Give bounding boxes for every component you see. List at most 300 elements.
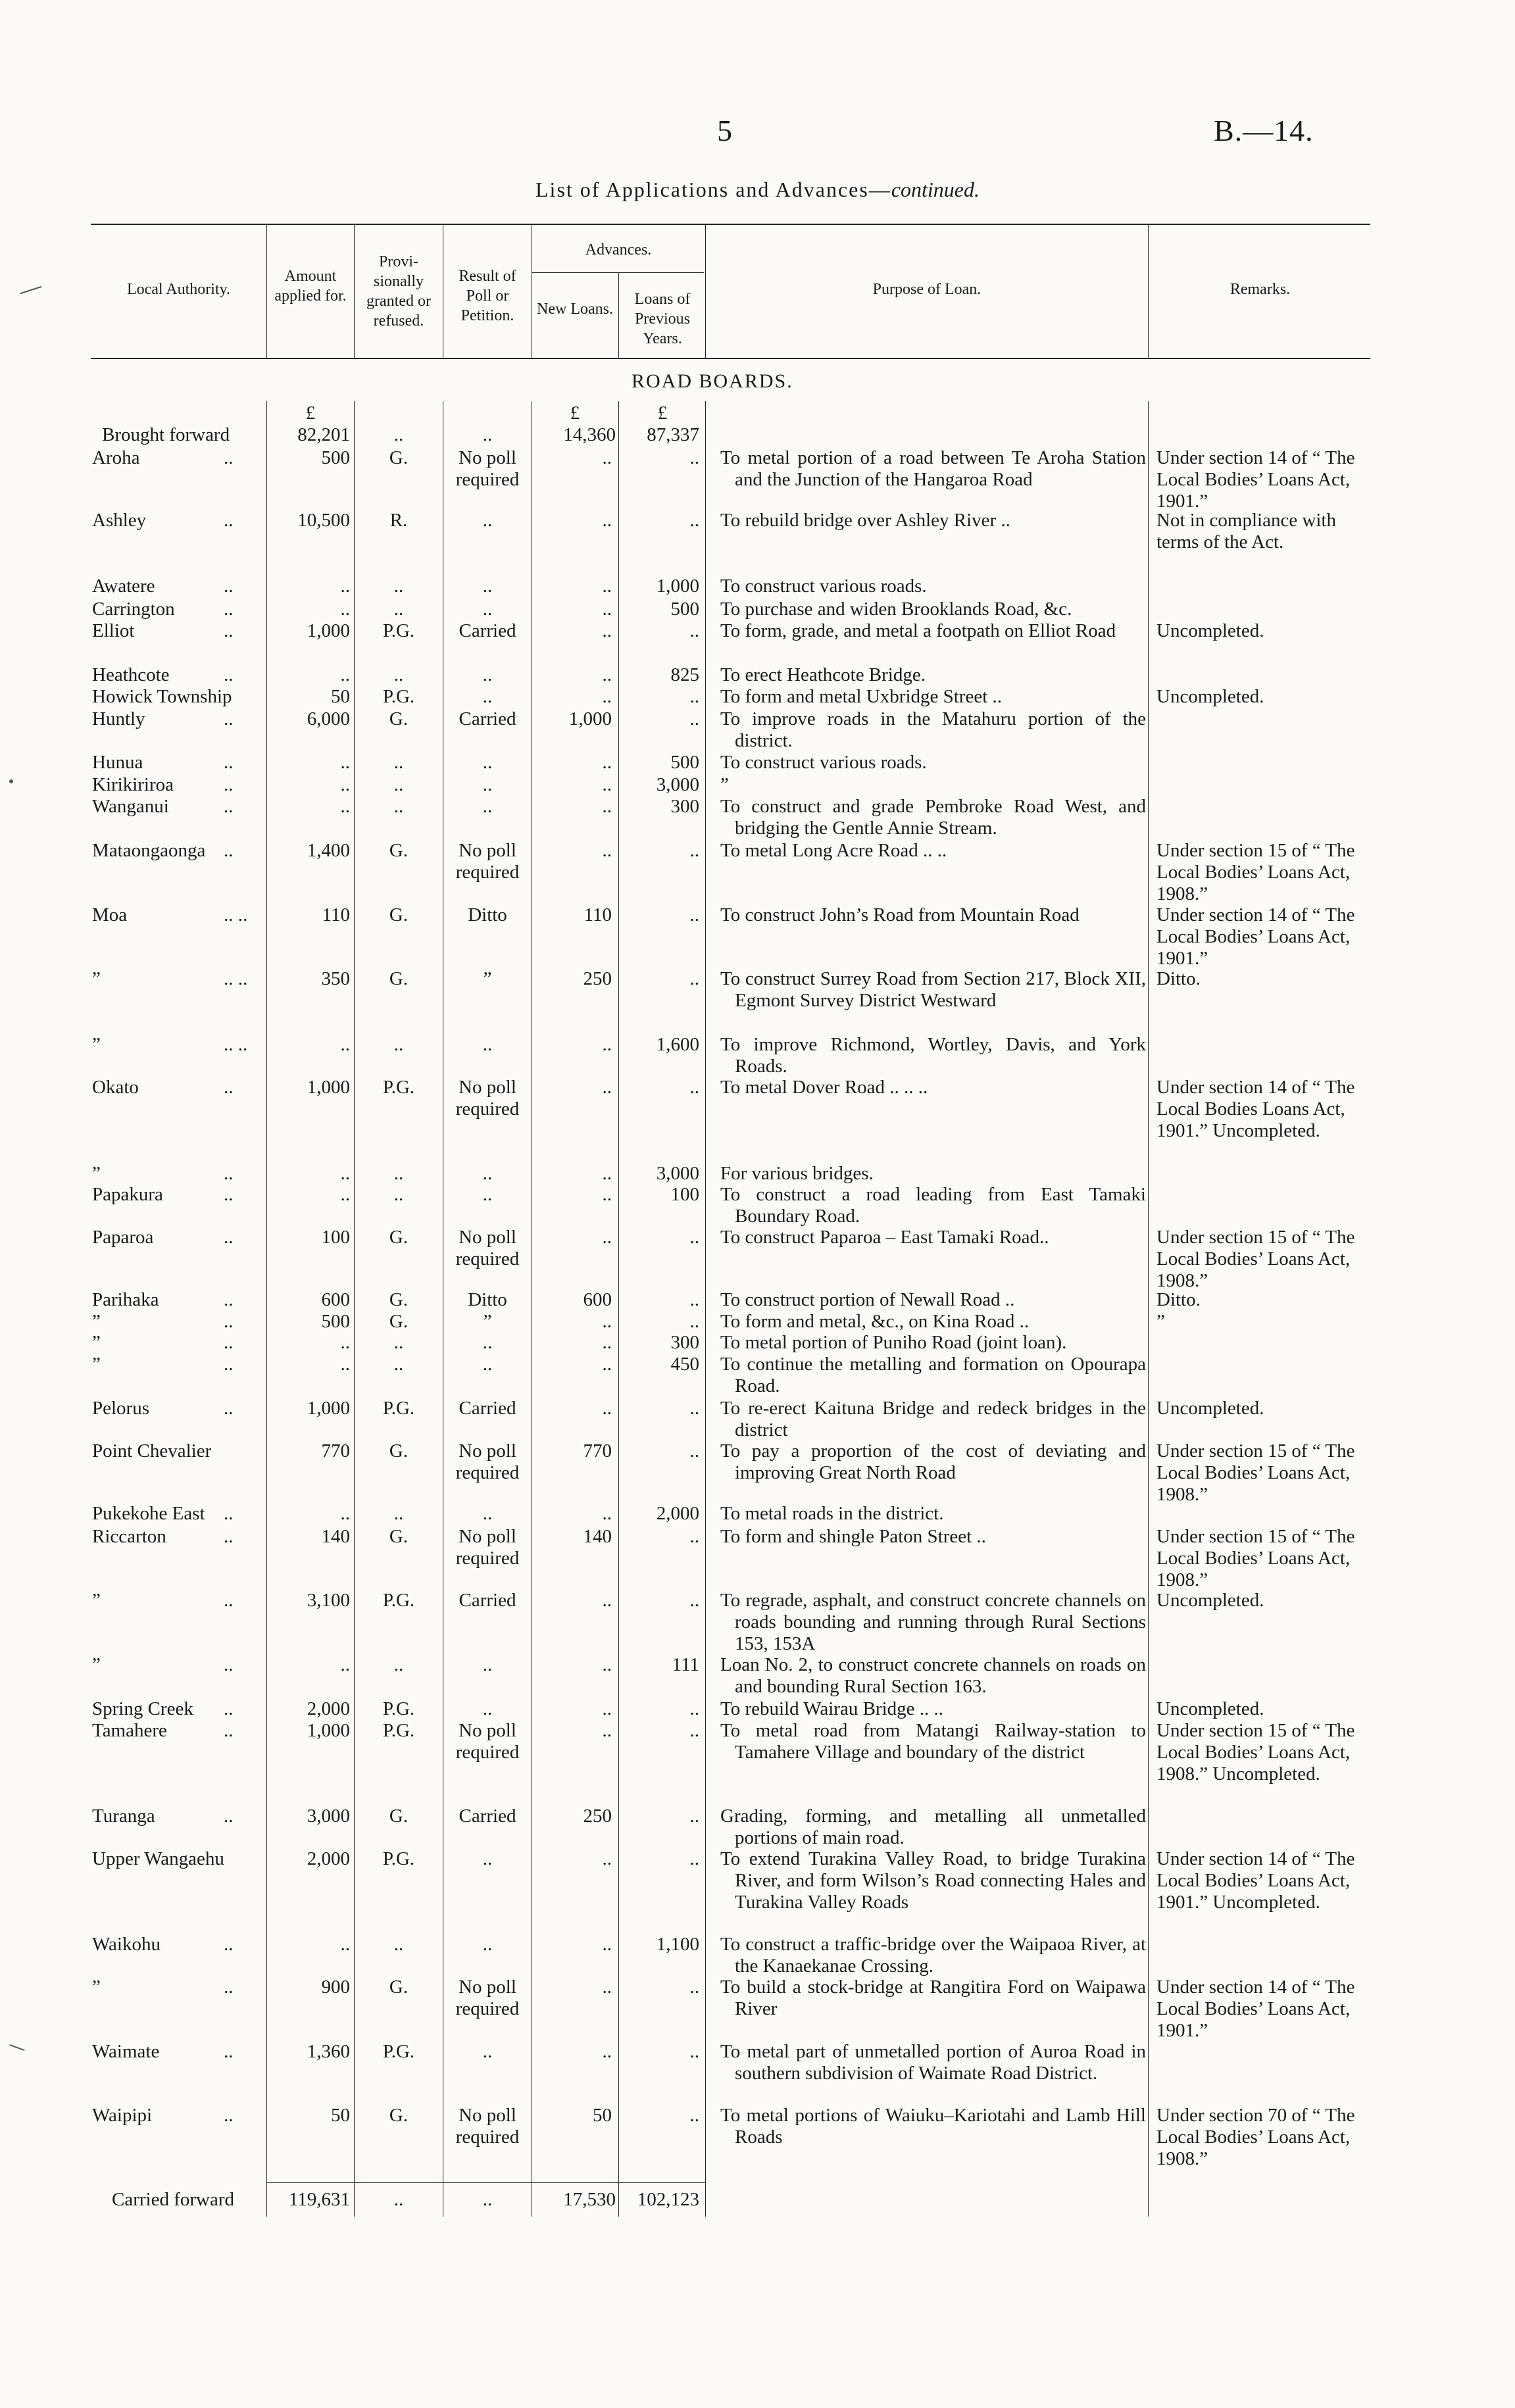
row-authority-dots: .. <box>224 1398 234 1419</box>
row-purpose: To metal roads in the district. <box>720 1503 944 1524</box>
row-authority: ” <box>92 1654 101 1675</box>
row-purpose: To construct a road leading from East Tamaki Boundary Road. <box>720 1184 1146 1227</box>
row-purpose: For various bridges. <box>720 1163 874 1184</box>
row-provisional: G. <box>389 968 409 989</box>
row-new-loans: .. <box>602 1354 612 1375</box>
row-previous-loans: .. <box>689 708 699 729</box>
row-purpose: To construct portion of Newall Road .. <box>720 1289 1015 1310</box>
row-authority: Waikohu <box>92 1934 161 1955</box>
row-amount: 350 <box>321 968 350 989</box>
row-amount: .. <box>340 796 350 817</box>
row-provisional: G. <box>389 1977 409 1998</box>
header-col-sep <box>266 225 267 358</box>
row-new-loans: .. <box>602 1934 612 1955</box>
brought-forward-amount: 82,201 <box>297 424 350 445</box>
row-provisional: .. <box>393 576 404 597</box>
row-authority-dots: .. <box>224 1184 234 1205</box>
row-remarks: Ditto. <box>1156 1289 1201 1310</box>
row-purpose: To construct and grade Pembroke Road West, and bridging the Gentle Annie Stream. <box>720 796 1146 839</box>
row-previous-loans: 825 <box>670 664 699 685</box>
row-previous-loans: 111 <box>672 1654 699 1675</box>
row-result: .. <box>482 664 493 685</box>
row-result: .. <box>482 1848 493 1869</box>
row-purpose: To metal portion of Puniho Road (joint loan). <box>720 1332 1067 1353</box>
body-col-sep <box>1148 401 1149 2217</box>
row-authority: ” <box>92 1977 101 1998</box>
row-previous-loans: .. <box>689 1440 699 1462</box>
row-purpose: To metal portion of a road between Te Aroha Station and the Junction of the Hangaroa Road <box>720 447 1146 490</box>
row-remarks: Under section 15 of “ The Local Bodies’ Loans Act, 1908.” Uncompleted. <box>1156 1720 1355 1784</box>
row-authority-dots: .. <box>224 2105 234 2126</box>
row-result: Carried <box>459 1590 516 1611</box>
row-authority: Waimate <box>92 2041 160 2062</box>
row-new-loans: .. <box>602 1590 612 1611</box>
row-authority: Pelorus <box>92 1398 149 1419</box>
row-purpose: To regrade, asphalt, and construct concrete channels on roads bounding and running through Rural Sections 153, 153A <box>720 1590 1146 1654</box>
row-result: No poll required <box>455 1720 520 1763</box>
row-previous-loans: .. <box>689 1227 699 1248</box>
page-title <box>0 178 1515 202</box>
row-amount: 140 <box>321 1526 350 1547</box>
row-provisional: .. <box>393 752 404 773</box>
margin-mark <box>9 779 13 783</box>
row-authority-dots: .. <box>224 796 234 817</box>
row-authority: Paparoa <box>92 1227 154 1248</box>
row-new-loans: 770 <box>583 1440 612 1462</box>
row-purpose: To build a stock-bridge at Rangitira Ford on Waipawa River <box>720 1977 1146 2019</box>
row-result: No poll required <box>455 1227 520 1269</box>
row-remarks: Uncompleted. <box>1156 620 1264 641</box>
row-provisional: .. <box>393 1503 404 1524</box>
row-amount: 110 <box>322 904 350 925</box>
row-result: No poll required <box>455 1077 520 1119</box>
row-authority: ” <box>92 1354 101 1375</box>
row-amount: 1,000 <box>307 1720 350 1741</box>
row-new-loans: 600 <box>583 1289 612 1310</box>
row-provisional: P.G. <box>382 1077 415 1098</box>
col-header-authority: Local Authority. <box>126 281 231 298</box>
row-authority: ” <box>92 1163 101 1184</box>
row-purpose: To metal Long Acre Road .. .. <box>720 840 947 861</box>
row-new-loans: .. <box>602 1503 612 1524</box>
row-amount: 100 <box>321 1227 350 1248</box>
row-new-loans: .. <box>602 1311 612 1332</box>
section-heading: ROAD BOARDS. <box>632 370 793 392</box>
row-authority-dots: .. <box>224 1354 234 1375</box>
row-purpose: To metal part of unmetalled portion of Auroa Road in southern subdivision of Waimate Road District. <box>720 2041 1146 2084</box>
row-authority-dots: .. <box>224 774 234 795</box>
row-purpose: To form, grade, and metal a footpath on Elliot Road <box>720 620 1116 641</box>
row-authority: Point Chevalier <box>92 1440 212 1462</box>
brought-forward-new: 14,360 <box>563 424 616 445</box>
row-result: .. <box>482 576 493 597</box>
row-new-loans: 140 <box>583 1526 612 1547</box>
row-new-loans: .. <box>602 620 612 641</box>
row-authority-dots: .. .. <box>224 904 248 925</box>
row-purpose: To construct Surrey Road from Section 217, Block XII, Egmont Survey District Westward <box>720 968 1146 1011</box>
row-provisional: P.G. <box>382 2041 415 2062</box>
row-authority: Awatere <box>92 576 155 597</box>
row-purpose: To improve Richmond, Wortley, Davis, and York Roads. <box>720 1034 1146 1077</box>
document-reference: B.—14. <box>1214 114 1314 147</box>
row-result: Carried <box>459 1806 516 1827</box>
row-new-loans: 110 <box>584 904 612 925</box>
carried-forward-result: .. <box>482 2189 493 2210</box>
row-authority-dots: .. <box>224 1503 234 1524</box>
row-authority: Turanga <box>92 1806 155 1827</box>
row-purpose: To rebuild bridge over Ashley River .. <box>720 510 1010 531</box>
row-new-loans: .. <box>602 1227 612 1248</box>
row-amount: .. <box>340 1332 350 1353</box>
advances-subrule <box>532 272 704 273</box>
row-amount: 3,000 <box>307 1806 350 1827</box>
currency-new: £ <box>570 403 580 424</box>
row-authority-dots: .. <box>224 1227 234 1248</box>
row-remarks: Under section 14 of “ The Local Bodies’ Loans Act, 1901.” <box>1156 447 1355 512</box>
header-col-sep <box>1148 225 1149 358</box>
row-previous-loans: .. <box>689 620 699 641</box>
row-purpose: To re-erect Kaituna Bridge and redeck bridges in the district <box>720 1398 1146 1440</box>
row-remarks: Under section 70 of “ The Local Bodies’ Loans Act, 1908.” <box>1156 2105 1355 2169</box>
row-new-loans: .. <box>602 1698 612 1719</box>
row-authority: ” <box>92 1034 101 1055</box>
row-amount: .. <box>340 752 350 773</box>
body-col-sep <box>354 401 355 2217</box>
col-header-amount: Amount applied for. <box>274 268 347 305</box>
row-authority: Hunua <box>92 752 143 773</box>
row-authority-dots: .. <box>224 1163 234 1184</box>
row-provisional: .. <box>393 796 404 817</box>
row-amount: 50 <box>331 686 350 707</box>
row-purpose: To metal portions of Waiuku–Kariotahi and Lamb Hill Roads <box>720 2105 1146 2148</box>
top-rule <box>91 224 1370 225</box>
row-authority: Parihaka <box>92 1289 159 1310</box>
row-purpose: To construct John’s Road from Mountain Road <box>720 904 1080 925</box>
row-result: .. <box>482 752 493 773</box>
row-new-loans: .. <box>602 2041 612 2062</box>
row-authority-dots: .. <box>224 1332 234 1353</box>
row-remarks: Uncompleted. <box>1156 1398 1264 1419</box>
row-authority: Howick Township <box>92 686 232 707</box>
row-purpose: To rebuild Wairau Bridge .. .. <box>720 1698 943 1719</box>
row-remarks: Under section 15 of “ The Local Bodies’ Loans Act, 1908.” <box>1156 1227 1355 1291</box>
row-authority-dots: .. <box>224 1289 234 1310</box>
row-result: ” <box>483 1311 492 1332</box>
row-previous-loans: .. <box>689 1077 699 1098</box>
row-authority-dots: .. <box>224 752 234 773</box>
col-header-provisional: Provi-sionally granted or refused. <box>366 253 431 330</box>
row-authority-dots: .. <box>224 840 234 861</box>
row-provisional: .. <box>393 1354 404 1375</box>
row-authority-dots: .. <box>224 1934 234 1955</box>
row-authority: Mataongaonga <box>92 840 206 861</box>
header-col-sep <box>354 225 355 358</box>
row-new-loans: .. <box>602 1848 612 1869</box>
row-amount: 10,500 <box>297 510 350 531</box>
row-amount: .. <box>340 1163 350 1184</box>
row-result: No poll required <box>455 1977 520 2019</box>
row-authority: Ashley <box>92 510 147 531</box>
row-previous-loans: .. <box>689 1720 699 1741</box>
row-result: .. <box>482 686 493 707</box>
row-previous-loans: .. <box>689 968 699 989</box>
row-authority-dots: .. <box>224 576 234 597</box>
row-previous-loans: .. <box>689 2041 699 2062</box>
row-amount: .. <box>340 664 350 685</box>
col-header-previous-loans: Loans of Previous Years. <box>634 291 691 347</box>
row-amount: 3,100 <box>307 1590 350 1611</box>
row-new-loans: 250 <box>583 1806 612 1827</box>
row-authority: Aroha <box>92 447 140 468</box>
row-previous-loans: 100 <box>670 1184 699 1205</box>
row-authority: Elliot <box>92 620 135 641</box>
carried-forward-previous: 102,123 <box>637 2189 699 2210</box>
row-new-loans: .. <box>602 1398 612 1419</box>
col-header-remarks: Remarks. <box>1229 281 1291 298</box>
row-new-loans: .. <box>602 840 612 861</box>
row-new-loans: .. <box>602 774 612 795</box>
row-result: ” <box>483 968 492 989</box>
row-provisional: .. <box>393 1654 404 1675</box>
brought-forward-previous: 87,337 <box>647 424 699 445</box>
row-result: .. <box>482 1698 493 1719</box>
row-authority-dots: .. <box>224 1654 234 1675</box>
row-result: .. <box>482 1034 493 1055</box>
row-result: Ditto <box>468 904 507 925</box>
row-previous-loans: .. <box>689 840 699 861</box>
row-authority-dots: .. <box>224 664 234 685</box>
row-new-loans: .. <box>602 1977 612 1998</box>
row-purpose: To construct a traffic-bridge over the Waipaoa River, at the Kanaekanae Crossing. <box>720 1934 1146 1977</box>
margin-mark <box>20 286 42 294</box>
currency-amount: £ <box>305 403 316 424</box>
row-authority: Tamahere <box>92 1720 167 1741</box>
row-authority: Upper Wangaehu <box>92 1848 224 1869</box>
row-new-loans: 1,000 <box>568 708 612 729</box>
row-remarks: Uncompleted. <box>1156 1698 1264 1719</box>
row-remarks: Uncompleted. <box>1156 1590 1264 1611</box>
row-authority: ” <box>92 968 101 989</box>
row-remarks: Not in compliance with terms of the Act. <box>1156 510 1337 553</box>
row-remarks: Under section 14 of “ The Local Bodies’ Loans Act, 1901.” <box>1156 1977 1355 2041</box>
header-col-sep <box>618 272 619 358</box>
brought-forward-result: .. <box>482 424 493 445</box>
row-authority-dots: .. <box>224 708 234 729</box>
row-purpose: To pay a proportion of the cost of deviating and improving Great North Road <box>720 1440 1146 1483</box>
carried-forward-prov: .. <box>393 2189 404 2210</box>
row-purpose: To metal Dover Road .. .. .. <box>720 1077 928 1098</box>
row-amount: 1,360 <box>307 2041 350 2062</box>
row-purpose: To improve roads in the Matahuru portion of the district. <box>720 708 1146 751</box>
row-result: No poll required <box>455 2105 520 2148</box>
row-provisional: P.G. <box>382 686 415 707</box>
row-authority: Huntly <box>92 708 145 729</box>
row-authority-dots: .. <box>224 510 234 531</box>
row-result: .. <box>482 510 493 531</box>
row-new-loans: .. <box>602 686 612 707</box>
row-authority: Spring Creek <box>92 1698 193 1719</box>
row-result: .. <box>482 1503 493 1524</box>
row-remarks: Ditto. <box>1156 968 1201 989</box>
row-authority: ” <box>92 1311 101 1332</box>
row-authority: Carrington <box>92 599 175 620</box>
row-previous-loans: .. <box>689 1848 699 1869</box>
row-remarks: Under section 15 of “ The Local Bodies’ Loans Act, 1908.” <box>1156 1440 1355 1505</box>
row-amount: 1,000 <box>307 1398 350 1419</box>
row-provisional: .. <box>393 1184 404 1205</box>
row-authority-dots: .. .. <box>224 968 248 989</box>
row-result: No poll required <box>455 447 520 490</box>
row-previous-loans: 300 <box>670 796 699 817</box>
row-purpose: ” <box>720 774 729 795</box>
row-remarks: Under section 15 of “ The Local Bodies’ Loans Act, 1908.” <box>1156 840 1355 904</box>
row-amount: 2,000 <box>307 1698 350 1719</box>
row-previous-loans: .. <box>689 686 699 707</box>
row-authority: Riccarton <box>92 1526 166 1547</box>
row-authority-dots: .. <box>224 1806 234 1827</box>
row-amount: .. <box>340 576 350 597</box>
row-previous-loans: .. <box>689 904 699 925</box>
row-provisional: G. <box>389 1289 409 1310</box>
row-new-loans: .. <box>602 796 612 817</box>
row-provisional: P.G. <box>382 620 415 641</box>
row-provisional: G. <box>389 1806 409 1827</box>
row-amount: .. <box>340 774 350 795</box>
row-remarks: Under section 14 of “ The Local Bodies’ Loans Act, 1901.” <box>1156 904 1355 969</box>
row-amount: .. <box>340 1654 350 1675</box>
row-authority-dots: .. <box>224 1077 234 1098</box>
row-authority-dots: .. <box>224 2041 234 2062</box>
title-main: List of Applications and Advances— <box>535 178 891 201</box>
row-provisional: G. <box>389 708 409 729</box>
row-purpose: To metal road from Matangi Railway-station to Tamahere Village and boundary of the district <box>720 1720 1146 1763</box>
row-authority-dots: .. <box>224 1720 234 1741</box>
body-col-sep <box>618 401 619 2217</box>
row-authority: ” <box>92 1332 101 1353</box>
row-new-loans: .. <box>602 1077 612 1098</box>
col-header-new-loans: New Loans. <box>537 301 613 318</box>
row-new-loans: .. <box>602 1163 612 1184</box>
row-result: No poll required <box>455 1440 520 1483</box>
row-new-loans: .. <box>602 599 612 620</box>
row-result: .. <box>482 1354 493 1375</box>
row-previous-loans: 1,600 <box>656 1034 699 1055</box>
row-provisional: G. <box>389 840 409 861</box>
row-purpose: To extend Turakina Valley Road, to bridge Turakina River, and form Wilson’s Road connecting Hales and Turakina Valley Roads <box>720 1848 1146 1913</box>
row-new-loans: .. <box>602 576 612 597</box>
row-result: .. <box>482 1332 493 1353</box>
row-remarks: Under section 14 of “ The Local Bodies Loans Act, 1901.” Uncompleted. <box>1156 1077 1355 1141</box>
row-previous-loans: .. <box>689 1590 699 1611</box>
row-provisional: P.G. <box>382 1698 415 1719</box>
row-result: Carried <box>459 1398 516 1419</box>
row-provisional: P.G. <box>382 1720 415 1741</box>
row-authority: Kirikiriroa <box>92 774 174 795</box>
row-previous-loans: .. <box>689 1289 699 1310</box>
row-provisional: G. <box>389 2105 409 2126</box>
row-authority-dots: .. .. <box>224 1034 248 1055</box>
col-header-purpose: Purpose of Loan. <box>872 281 981 298</box>
row-previous-loans: .. <box>689 1977 699 1998</box>
margin-mark <box>9 2044 24 2051</box>
row-result: .. <box>482 774 493 795</box>
row-provisional: G. <box>389 1526 409 1547</box>
row-new-loans: .. <box>602 1720 612 1741</box>
row-previous-loans: .. <box>689 1698 699 1719</box>
row-new-loans: .. <box>602 752 612 773</box>
body-col-sep <box>266 401 267 2217</box>
row-provisional: .. <box>393 1332 404 1353</box>
col-header-result: Result of Poll or Petition. <box>459 268 516 324</box>
row-authority: Waipipi <box>92 2105 153 2126</box>
row-amount: 6,000 <box>307 708 350 729</box>
row-result: No poll required <box>455 840 520 883</box>
row-result: .. <box>482 1184 493 1205</box>
row-previous-loans: .. <box>689 510 699 531</box>
row-provisional: G. <box>389 904 409 925</box>
row-authority-dots: .. <box>224 1698 234 1719</box>
row-provisional: P.G. <box>382 1590 415 1611</box>
row-authority: Pukekohe East <box>92 1503 205 1524</box>
row-authority-dots: .. <box>224 1977 234 1998</box>
row-amount: 1,000 <box>307 620 350 641</box>
row-purpose: To construct various roads. <box>720 576 927 597</box>
row-provisional: .. <box>393 1163 404 1184</box>
row-purpose: To purchase and widen Brooklands Road, &c. <box>720 599 1072 620</box>
row-amount: .. <box>340 1503 350 1524</box>
row-previous-loans: 450 <box>670 1354 699 1375</box>
row-remarks: Under section 14 of “ The Local Bodies’ Loans Act, 1901.” Uncompleted. <box>1156 1848 1355 1913</box>
row-previous-loans: 500 <box>670 752 699 773</box>
header-bottom-rule <box>91 358 1370 359</box>
row-purpose: To form and shingle Paton Street .. <box>720 1526 986 1547</box>
row-provisional: P.G. <box>382 1848 415 1869</box>
row-provisional: .. <box>393 599 404 620</box>
row-new-loans: 50 <box>593 2105 612 2126</box>
row-previous-loans: .. <box>689 1806 699 1827</box>
carried-forward-new: 17,530 <box>563 2189 616 2210</box>
row-previous-loans: 300 <box>670 1332 699 1353</box>
row-authority-dots: .. <box>224 620 234 641</box>
row-purpose: To erect Heathcote Bridge. <box>720 664 926 685</box>
row-amount: 1,000 <box>307 1077 350 1098</box>
row-amount: .. <box>340 1354 350 1375</box>
row-amount: .. <box>340 1934 350 1955</box>
row-previous-loans: 2,000 <box>656 1503 699 1524</box>
row-previous-loans: 1,000 <box>656 576 699 597</box>
row-new-loans: .. <box>602 664 612 685</box>
row-result: .. <box>482 1934 493 1955</box>
row-authority: Papakura <box>92 1184 163 1205</box>
row-purpose: Loan No. 2, to construct concrete channels on roads on and bounding Rural Section 163. <box>720 1654 1146 1697</box>
row-previous-loans: .. <box>689 1311 699 1332</box>
row-amount: 50 <box>331 2105 350 2126</box>
row-authority-dots: .. <box>224 1526 234 1547</box>
row-result: No poll required <box>455 1526 520 1569</box>
row-purpose: To form and metal, &c., on Kina Road .. <box>720 1311 1030 1332</box>
row-result: .. <box>482 1654 493 1675</box>
row-amount: .. <box>340 599 350 620</box>
row-authority: ” <box>92 1590 101 1611</box>
row-amount: 900 <box>321 1977 350 1998</box>
row-remarks: ” <box>1156 1311 1165 1332</box>
row-authority-dots: .. <box>224 447 234 468</box>
row-new-loans: .. <box>602 447 612 468</box>
row-amount: 770 <box>321 1440 350 1462</box>
row-new-loans: .. <box>602 1332 612 1353</box>
row-new-loans: .. <box>602 1184 612 1205</box>
row-provisional: G. <box>389 1311 409 1332</box>
